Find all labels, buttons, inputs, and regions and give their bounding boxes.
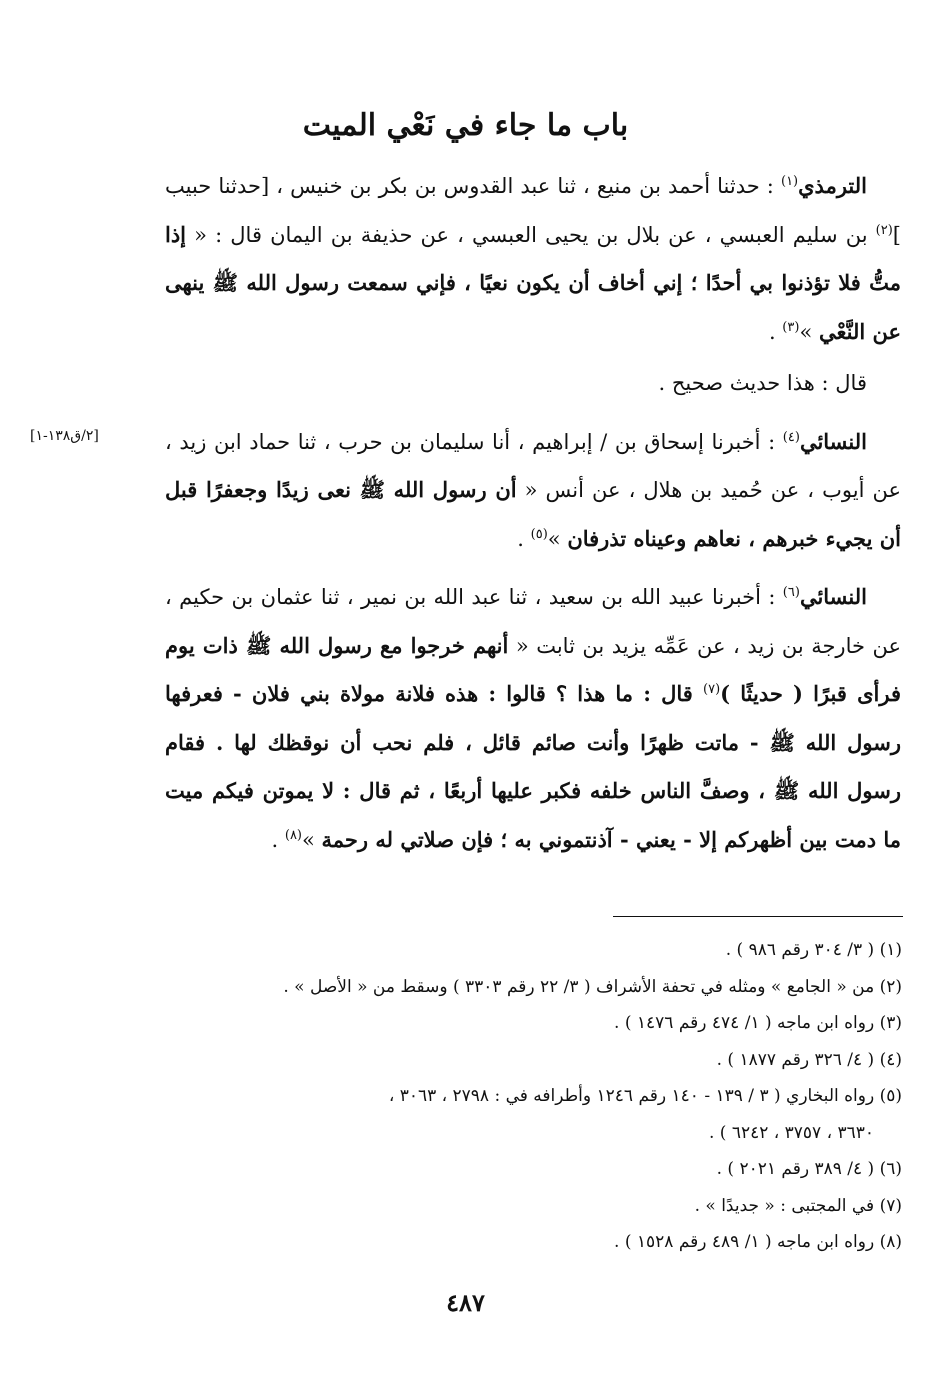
footnote-7: (٧) في المجتبى : « جديدًا » . [694, 1195, 902, 1216]
footnote-4: (٤) ( ٤/ ٣٢٦ رقم ١٨٧٧ ) . [716, 1049, 902, 1070]
isnad-text: : أخبرنا عبيد الله بن سعيد ، ثنا عبد الله بن نمير ، ثنا عثمان بن حكيم ، عن خارجة بن زيد ، عن عَمِّه يزيد بن ثابت « [165, 585, 901, 658]
manuscript-folio-note: [٢/ق١٣٨-١] [30, 428, 99, 444]
footnote-5-continued: ٣٦٣٠ ، ٣٧٥٧ ، ٦٢٤٢ ) . [708, 1122, 874, 1143]
period: . [517, 526, 531, 551]
hadith-text: أن رسول الله ﷺ نعى زيدًا وجعفرًا قبل أن يجيء خبرهم ، نعاهم وعيناه تذرفان [165, 477, 901, 551]
footnote-ref[interactable]: (٣) [782, 319, 800, 335]
hadith-text: أنهم خرجوا مع رسول الله ﷺ ذات يوم فرأى قبرًا ( حديثًا ) [165, 632, 901, 706]
footnote-6: (٦) ( ٤/ ٣٨٩ رقم ٢٠٢١ ) . [716, 1159, 902, 1179]
footnote-ref[interactable]: (٨) [284, 827, 302, 843]
source-name: النسائي [799, 428, 867, 454]
footnote-ref[interactable]: (٧) [703, 682, 721, 697]
isnad-text: بن سليم العبسي ، عن بلال بن يحيى العبسي ، عن حذيفة بن اليمان قال : « [186, 222, 876, 247]
quote-close: » [547, 526, 568, 551]
footnote-ref[interactable]: (٦) [782, 585, 800, 600]
chapter-title: باب ما جاء في نَعْي الميت [302, 108, 629, 143]
footnote-divider [613, 916, 903, 917]
footnote-1: (١) ( ٣/ ٣٠٤ رقم ٩٨٦ ) . [725, 940, 902, 960]
source-name: النسائي [799, 584, 867, 609]
isnad-text: : أخبرنا إسحاق بن / إبراهيم ، أنا سليمان بن حرب ، ثنا حماد ابن زيد ، عن أيوب ، عن حُميد بن هلال ، عن أنس « [165, 429, 901, 502]
period: . [271, 827, 285, 852]
footnote-3: (٣) رواه ابن ماجه ( ١/ ٤٧٤ رقم ١٤٧٦ ) . [614, 1013, 902, 1033]
quote-close: » [302, 827, 322, 852]
period: . [768, 319, 783, 344]
footnote-2: (٢) من « الجامع » ومثله في تحفة الأشراف ( ٣/ ٢٢ رقم ٣٣٠٣ ) وسقط من « الأصل » . [283, 976, 902, 997]
footnotes [170, 932, 902, 1261]
source-name: الترمذي [798, 173, 867, 198]
footnote-ref[interactable]: (٥) [530, 526, 548, 542]
footnote-8: (٨) رواه ابن ماجه ( ١/ ٤٨٩ رقم ١٥٢٨ ) . [614, 1232, 902, 1252]
grading-text: قال : هذا حديث صحيح . [658, 371, 867, 395]
paragraph-nasai-1 [165, 418, 901, 564]
hadith-text: قال : ما هذا ؟ قالوا : هذه فلانة مولاة بني فلان - فعرفها رسول الله ﷺ - ماتت ظهرًا وأنت صائم قائل ، فلم نحب أن نوقظك لها . فقام رسول الله ﷺ ، وصفَّ الناس خلفه فكبر عليها أربعًا ، ثم قال : لا يموتن فيكم ميت ما دمت بين أظهركم إلا - يعني - آذنتموني به ؛ فإن صلاتي له رحمة [165, 681, 901, 852]
paragraph-nasai-2 [165, 573, 901, 864]
hadith-text: إذا متُّ فلا تؤذنوا بي أحدًا ؛ إني أخاف أن يكون نعيًا ، فإني سمعت رسول الله ﷺ ينهى عن النَّعْي [165, 221, 901, 344]
footnote-ref[interactable]: (٤) [782, 429, 800, 445]
paragraph-grading [165, 360, 901, 408]
isnad-text: : حدثنا أحمد بن منيع ، ثنا عبد القدوس بن بكر بن خنيس ، [حدثنا حبيب ] [165, 174, 901, 247]
footnote-5: (٥) رواه البخاري ( ٣ / ١٣٩ - ١٤٠ رقم ١٢٤٦ وأطرافه في : ٢٧٩٨ ، ٣٠٦٣ ، [388, 1086, 902, 1106]
main-text [165, 162, 901, 864]
quote-close: » [799, 319, 819, 344]
footnote-ref[interactable]: (١) [780, 174, 799, 189]
footnote-ref[interactable]: (٢) [875, 222, 893, 238]
page-number: ٤٨٧ [446, 1288, 485, 1317]
paragraph-tirmidhi [165, 162, 901, 356]
